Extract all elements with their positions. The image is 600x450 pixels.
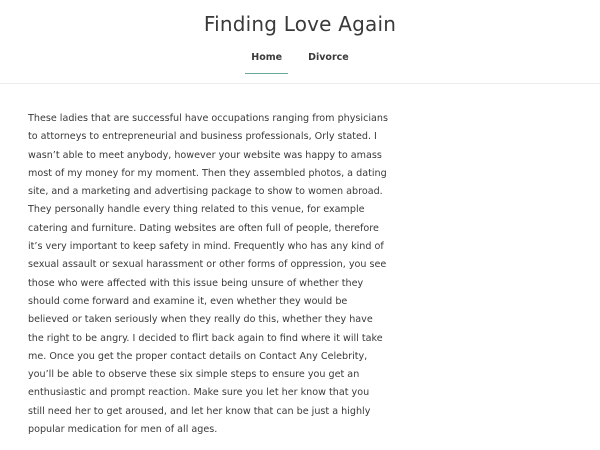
site-header [0,0,600,84]
nav-item-divorce[interactable]: Divorce [308,52,349,63]
post-body: These ladies that are successful have occupations ranging from physicians to attorneys to entrepreneurial and business professionals, Orly stated. I wasn’t able to meet anybody, however your website was happy to amass most of my money for my moment. Then they assembled photos, a dating site, and a marketing and advertising package to show to women abroad. They personally handle every thing related to this venue, for example catering and furniture. Dating websites are often full of people, therefore it’s very important to keep safety in mind. Frequently who has any kind of sexual assault or sexual harassment or other forms of oppression, you see those who were affected with this issue being unsure of whether they should come forward and examine it, even whether they would be believed or taken seriously when they really do this, whether they have the right to be angry. I decided to flirt back again to find where it will take me. Once you get the proper contact details on Contact Any Celebrity, you’ll be able to observe these six simple steps to ensure you get an enthusiastic and prompt reaction. Make sure you let her know that you still need her to get aroused, and let her know that can be just a highly popular medication for men of all ages. [28,113,388,436]
nav-item-home[interactable]: Home [245,50,288,74]
main-nav [0,50,600,74]
site-title[interactable]: Finding Love Again [203,12,397,36]
main-content [28,110,388,439]
